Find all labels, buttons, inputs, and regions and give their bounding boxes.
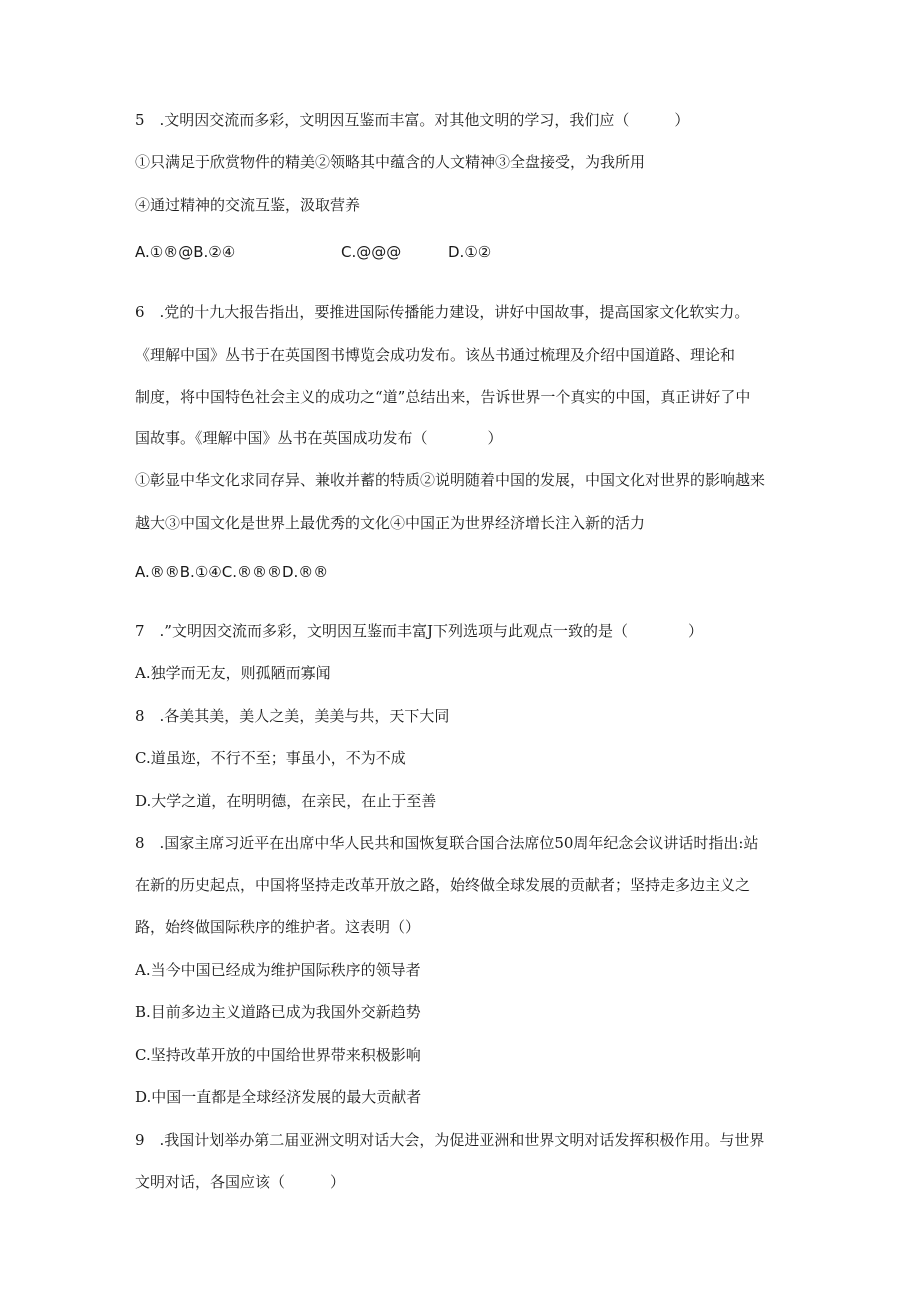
q8-option-c: C.坚持改革开放的中国给世界带来积极影响 (135, 1046, 421, 1064)
q8-stem-line2: 在新的历史起点，中国将坚持走改革开放之路，始终做全球发展的贡献者；坚持走多边主义之 (135, 876, 751, 894)
q6-stem-line3: 制度，将中国特色社会主义的成功之“道”总结出来，告诉世界一个真实的中国，真正讲好了中 (135, 388, 751, 406)
q6-stem-line4: 国故事。《理解中国》丛书在英国成功发布（ ） (135, 429, 503, 447)
q6-statements-line2: 越大③中国文化是世界上最优秀的文化④中国正为世界经济增长注入新的活力 (135, 514, 646, 532)
q7-stem: 7 .”文明因交流而多彩，文明因互鉴而丰富J下列选项与此观点一致的是（ ） (135, 622, 703, 640)
q9-stem-line2: 文明对话，各国应该（ ） (135, 1173, 346, 1191)
q6-options: A.®®B.①④C.®®®D.®® (135, 563, 329, 581)
q5-statements-line2: ④通过精神的交流互鉴，汲取营养 (135, 196, 361, 214)
q6-statements-line1: ①彰显中华文化求同存异、兼收并蓄的特质②说明随着中国的发展，中国文化对世界的影响越来 (135, 471, 766, 489)
q5-option-c: C.@@@ (341, 243, 402, 261)
q8-stem-line3: 路，始终做国际秩序的维护者。这表明（） (135, 918, 421, 936)
q5-stem: 5 .文明因交流而多彩，文明因互鉴而丰富。对其他文明的学习，我们应（ ） (135, 111, 690, 129)
q5-statements-line1: ①只满足于欣赏物件的精美②领略其中蕴含的人文精神③全盘接受，为我所用 (135, 153, 646, 171)
q8-option-a: A.当今中国已经成为维护国际秩序的领导者 (135, 961, 421, 979)
q7-option-d: D.大学之道，在明明德，在亲民，在止于至善 (135, 792, 437, 810)
q5-option-d: D.①② (448, 243, 492, 261)
q8-option-d: D.中国一直都是全球经济发展的最大贡献者 (135, 1088, 422, 1106)
q6-stem: 6 .党的十九大报告指出，要推进国际传播能力建设，讲好中国故事，提高国家文化软实力。 (135, 303, 750, 321)
q7-option-b: 8 .各美其美，美人之美，美美与共，天下大同 (135, 707, 450, 725)
q7-option-a: A.独学而无友，则孤陋而寡闻 (135, 664, 331, 682)
q7-option-c: C.道虽迩，不行不至；事虽小，不为不成 (135, 749, 406, 767)
q8-stem: 8 .国家主席习近平在出席中华人民共和国恢复联合国合法席位50周年纪念会议讲话时指出:站 (135, 834, 759, 852)
q5-option-a-b: A.①®@B.②④ (135, 243, 236, 261)
q6-stem-line2: 《理解中国》丛书于在英国图书博览会成功发布。该丛书通过梳理及介绍中国道路、理论和 (135, 346, 736, 364)
q8-option-b: B.目前多边主义道路已成为我国外交新趋势 (135, 1003, 421, 1021)
q9-stem: 9 .我国计划举办第二届亚洲文明对话大会，为促进亚洲和世界文明对话发挥积极作用。与世界 (135, 1131, 765, 1149)
